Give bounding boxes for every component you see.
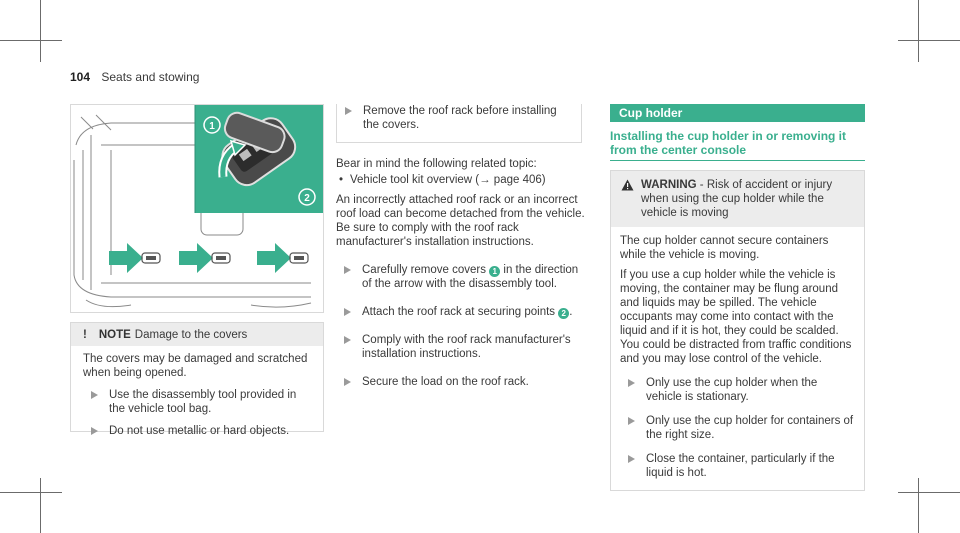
marker-2-icon: 2 bbox=[558, 308, 569, 319]
note-title: NOTE bbox=[98, 328, 131, 341]
instruction-text: Comply with the roof rack manufacturer's installation instructions. bbox=[362, 334, 571, 360]
instruction-step bbox=[336, 305, 590, 319]
crop-mark bbox=[918, 478, 919, 533]
warning-triangle-icon bbox=[621, 179, 634, 191]
instruction-text: Secure the load on the roof rack. bbox=[362, 376, 529, 388]
crop-mark bbox=[40, 478, 41, 533]
instruction-step bbox=[336, 333, 590, 361]
instruction-step bbox=[337, 104, 569, 132]
instruction-text: Carefully remove covers bbox=[362, 264, 490, 276]
note-step-text: Do not use metallic or hard objects. bbox=[109, 425, 290, 437]
instruction-step bbox=[336, 375, 590, 389]
prerequisite-box bbox=[336, 104, 582, 143]
exclamation-icon: ! bbox=[83, 328, 87, 341]
cup-holder-column bbox=[610, 104, 865, 491]
warning-step-text: Only use the cup holder for containers of the right size. bbox=[646, 415, 854, 441]
crop-mark bbox=[0, 492, 62, 493]
warning-title: WARNING bbox=[641, 179, 697, 191]
note-step bbox=[83, 388, 311, 416]
crop-mark bbox=[918, 0, 919, 62]
subheading: Installing the cup holder in or removing it from the center console bbox=[610, 129, 865, 161]
note-step-text: Use the disassembly tool provided in the vehicle tool bag. bbox=[109, 389, 297, 415]
note-box bbox=[70, 322, 324, 437]
crop-mark bbox=[898, 492, 960, 493]
crop-mark bbox=[40, 0, 41, 62]
instruction-text: Remove the roof rack before installing the covers. bbox=[363, 105, 557, 131]
note-step bbox=[83, 424, 311, 438]
step-arrow-icon bbox=[345, 107, 352, 115]
related-intro: Bear in mind the following related topic: bbox=[336, 158, 537, 170]
step-arrow-icon bbox=[344, 378, 351, 386]
step-arrow-icon bbox=[628, 455, 635, 463]
marker-1-icon: 1 bbox=[489, 266, 500, 277]
figure-marker-2 bbox=[299, 189, 315, 205]
warning-text: The cup holder cannot secure containers while the vehicle is moving. bbox=[620, 235, 829, 261]
crop-mark bbox=[0, 40, 62, 41]
instruction-text: . bbox=[569, 306, 573, 318]
note-text: The covers may be damaged and scratched when being opened. bbox=[83, 353, 308, 379]
step-arrow-icon bbox=[344, 266, 351, 274]
warning-text: If you use a cup holder while the vehicle is moving, the container may be flung around and liquids may be spilled. The vehicle occupants may come into contact with the liquid and if it is hot, they could be scalded. You could be distracted from traffic conditions and you may lose control of the vehicle. bbox=[620, 269, 852, 365]
related-topic-link[interactable]: • Vehicle tool kit overview (→ page 406) bbox=[336, 173, 590, 187]
step-arrow-icon bbox=[628, 379, 635, 387]
warning-step bbox=[620, 452, 855, 480]
warning-box bbox=[610, 170, 865, 491]
page-header bbox=[70, 70, 199, 84]
svg-text:1: 1 bbox=[209, 121, 215, 132]
roof-rack-warning-text: An incorrectly attached roof rack or an incorrect roof load can become detached from the vehicle. Be sure to comply with the roof rack manufacturer's installation instructions. bbox=[336, 194, 585, 248]
section-title: Seats and stowing bbox=[101, 70, 200, 84]
direction-arrow bbox=[109, 243, 160, 273]
svg-text:2: 2 bbox=[304, 193, 310, 204]
figure-marker-1 bbox=[204, 117, 220, 133]
direction-arrow bbox=[179, 243, 230, 273]
step-arrow-icon bbox=[344, 308, 351, 316]
vehicle-roof-diagram bbox=[71, 105, 323, 312]
warning-step bbox=[620, 376, 855, 404]
warning-step-text: Only use the cup holder when the vehicle is stationary. bbox=[646, 377, 818, 403]
instruction-text: in the direction of the arrow with the disassembly tool. bbox=[362, 264, 579, 290]
page-number: 104 bbox=[70, 70, 91, 84]
warning-body bbox=[611, 227, 864, 490]
instruction-text: Attach the roof rack at securing points bbox=[362, 306, 559, 318]
warning-subtitle: Risk of accident or injury when using the cup holder while the vehicle is moving bbox=[641, 179, 833, 219]
note-body bbox=[71, 346, 323, 438]
warning-step bbox=[620, 414, 855, 442]
instructions-column bbox=[336, 104, 590, 389]
instruction-step bbox=[336, 263, 590, 291]
warning-step-text: Close the container, particularly if the liquid is hot. bbox=[646, 453, 835, 479]
step-arrow-icon bbox=[91, 427, 98, 435]
step-arrow-icon bbox=[91, 391, 98, 399]
note-subtitle: Damage to the covers bbox=[134, 328, 248, 341]
section-heading: Cup holder bbox=[610, 104, 865, 122]
step-arrow-icon bbox=[628, 417, 635, 425]
roof-rack-illustration bbox=[70, 104, 324, 313]
crop-mark bbox=[898, 40, 960, 41]
direction-arrow bbox=[257, 243, 308, 273]
warning-header: WARNING - Risk of accident or injury when using the cup holder while the vehicle is moving bbox=[611, 171, 864, 227]
note-header bbox=[71, 323, 323, 346]
step-arrow-icon bbox=[344, 336, 351, 344]
